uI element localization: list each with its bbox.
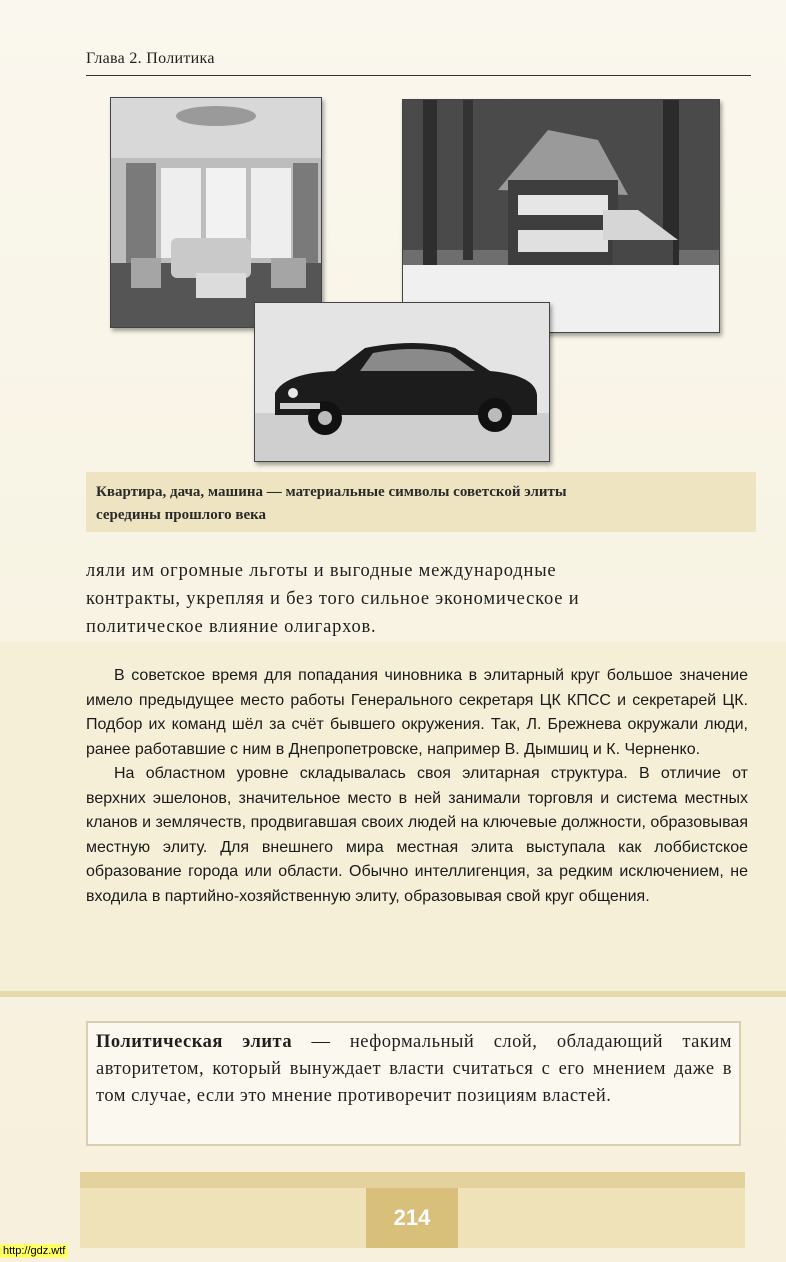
definition-box <box>86 1021 741 1146</box>
caption-line-1: Квартира, дача, машина — материальные символы советской элиты <box>96 484 567 500</box>
chapter-header: Глава 2. Политика <box>86 50 215 67</box>
dacha-photo <box>402 99 720 333</box>
header-divider <box>86 75 751 76</box>
watermark-link[interactable]: http://gdz.wtf <box>0 1244 68 1258</box>
main-text-line: ляли им огромные льготы и выгодные международные <box>86 561 557 581</box>
definition-body: — неформальный слой, обладающий таким авторитетом, который вынуждает власти считаться с его мнением даже в том случае, если это мнение противоречит позициям властей. <box>96 1032 732 1106</box>
aside-paragraph-1: В советское время для попадания чиновника в элитарный круг большое значение имело предыдущее место работы Генерального секретаря ЦК КПСС и секретарей ЦК. Подбор их команд шёл за счёт бывшего окружения. Так, Л. Брежнева окружали люди, ранее работавшие с ним в Днепропетровске, например В. Дымшиц и К. Черненко. <box>86 667 748 758</box>
aside-divider <box>0 991 786 997</box>
figure-caption <box>96 481 746 527</box>
definition-text <box>96 1029 732 1110</box>
definition-term: Политическая элита <box>96 1032 293 1052</box>
car-photo <box>254 302 550 462</box>
main-paragraph <box>86 557 748 641</box>
aside-section <box>86 664 748 909</box>
footer-band <box>80 1172 745 1188</box>
aside-paragraph-2: На областном уровне складывалась своя элитарная структура. В отличие от верхних эшелонов, значительное место в ней занимали торговля и система местных кланов и землячеств, продвигавшая своих людей на ключевые должности, образовывая местную элиту. Для внешнего мира местная элита выступала как лоббистское образование города или области. Обычно интеллигенция, за редким исключением, не входила в партийно-хозяйственную элиту, образовывая свой круг общения. <box>86 765 748 905</box>
page-number: 214 <box>393 1205 431 1230</box>
main-text-line: политическое влияние олигархов. <box>86 617 377 637</box>
apartment-photo <box>110 97 322 328</box>
main-text-line: контракты, укрепляя и без того сильное экономическое и <box>86 589 580 609</box>
caption-line-2: середины прошлого века <box>96 507 267 523</box>
